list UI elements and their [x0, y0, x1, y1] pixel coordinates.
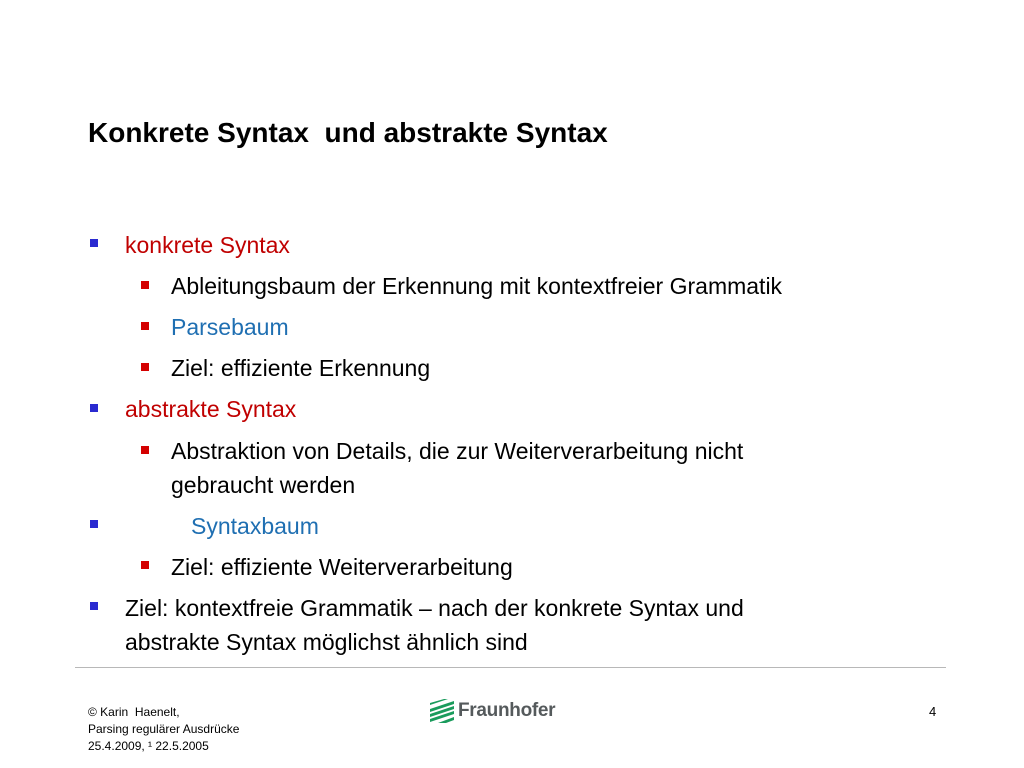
bullet-syntaxbaum: Syntaxbaum [191, 513, 319, 539]
bullet-abstraktion [171, 434, 743, 502]
bullet-ziel-weiterverarbeitung: Ziel: effiziente Weiterverarbeitung [171, 554, 513, 580]
bullet-abstraktion-line1: Abstraktion von Details, die zur Weiterverarbeitung nicht [171, 438, 744, 464]
bullet-marker [141, 322, 149, 330]
bullet-marker [90, 602, 98, 610]
fraunhofer-logo-text: Fraunhofer [458, 700, 556, 721]
fraunhofer-logo-icon [430, 699, 454, 723]
footer-author: © Karin Haenelt, [88, 705, 180, 719]
footer-dates: 25.4.2009, ¹ 22.5.2005 [88, 739, 209, 753]
bullet-konkrete-syntax: konkrete Syntax [125, 232, 290, 258]
bullet-marker [141, 363, 149, 371]
bullet-abstraktion-line2: gebraucht werden [171, 472, 356, 498]
bullet-marker [141, 561, 149, 569]
bullet-marker [141, 281, 149, 289]
footer-course: Parsing regulärer Ausdrücke [88, 722, 240, 736]
bullet-marker [141, 446, 149, 454]
slide-title: Konkrete Syntax und abstrakte Syntax [88, 117, 608, 148]
bullet-ziel-grammatik-line2: abstrakte Syntax möglichst ähnlich sind [125, 629, 528, 655]
bullet-ableitungsbaum: Ableitungsbaum der Erkennung mit kontextfreier Grammatik [171, 273, 783, 299]
footer-credits [88, 704, 239, 755]
bullet-parsebaum: Parsebaum [171, 314, 289, 340]
bullet-ziel-erkennung: Ziel: effiziente Erkennung [171, 355, 431, 381]
bullet-marker [90, 404, 98, 412]
bullet-abstrakte-syntax: abstrakte Syntax [125, 396, 297, 422]
bullet-ziel-grammatik-line1: Ziel: kontextfreie Grammatik – nach der konkrete Syntax und [125, 595, 744, 621]
fraunhofer-logo [430, 699, 562, 723]
bullet-marker [90, 520, 98, 528]
bullet-marker [90, 239, 98, 247]
footer-divider [75, 667, 946, 668]
bullet-ziel-grammatik [125, 591, 744, 659]
page-number: 4 [929, 704, 937, 719]
